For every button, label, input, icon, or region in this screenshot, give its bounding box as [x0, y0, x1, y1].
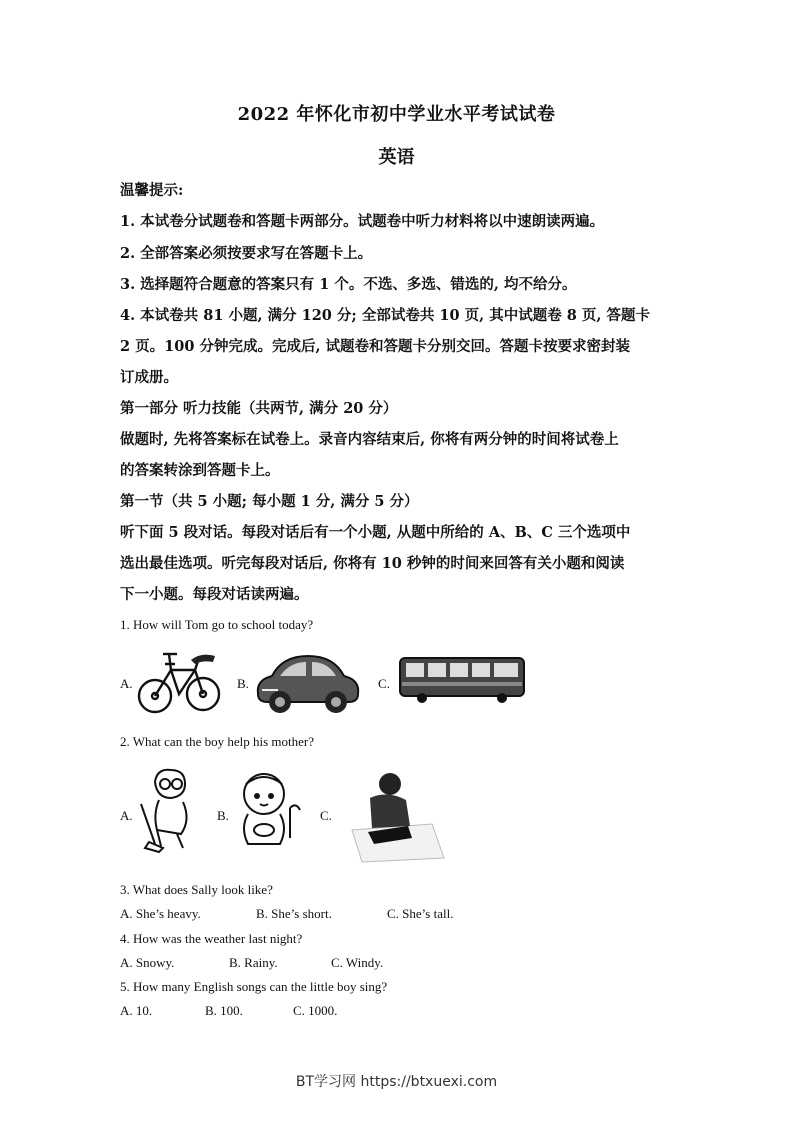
bicycle-picture: [135, 646, 225, 718]
question-text: 1. How will Tom go to school today?: [120, 617, 314, 632]
answer-option: A. She’s heavy.: [120, 906, 201, 921]
notice-heading: 温馨提示:: [120, 182, 184, 199]
notice-item: 2. 全部答案必须按要求写在答题卡上。: [120, 245, 373, 262]
answer-option: A. Snowy.: [120, 955, 175, 970]
washing-dishes-picture: [234, 768, 304, 854]
section1-instruction: 听下面 5 段对话。每段对话后有一个小题, 从题中所给的 A、B、C 三个选项中: [120, 524, 631, 541]
option-letter: B.: [217, 808, 229, 823]
notice-item: 订成册。: [120, 369, 178, 386]
section1-heading: 第一节（共 5 小题; 每小题 1 分, 满分 5 分）: [120, 493, 419, 510]
answer-option: B. 100.: [205, 1003, 243, 1018]
notice-item: 3. 选择题符合题意的答案只有 1 个。不选、多选、错选的, 均不给分。: [120, 276, 577, 293]
part1-instruction: 的答案转涂到答题卡上。: [120, 462, 280, 479]
notice-item: 1. 本试卷分试题卷和答题卡两部分。试题卷中听力材料将以中速朗读两遍。: [120, 213, 605, 230]
answer-option: C. She’s tall.: [387, 906, 454, 921]
question-text: 5. How many English songs can the little boy sing?: [120, 979, 388, 994]
part1-instruction: 做题时, 先将答案标在试卷上。录音内容结束后, 你将有两分钟的时间将试卷上: [120, 431, 619, 448]
question-text: 4. How was the weather last night?: [120, 931, 303, 946]
cleaning-table-picture: [348, 768, 448, 864]
question-text: 3. What does Sally look like?: [120, 882, 273, 897]
bus-picture: [396, 654, 530, 704]
option-letter: C.: [378, 676, 390, 691]
exam-title: 2022 年怀化市初中学业水平考试试卷: [237, 104, 556, 125]
answer-option: B. Rainy.: [229, 955, 278, 970]
answer-option: C. 1000.: [293, 1003, 338, 1018]
question-text: 2. What can the boy help his mother?: [120, 734, 314, 749]
option-letter: C.: [320, 808, 332, 823]
answer-option: A. 10.: [120, 1003, 153, 1018]
option-letter: B.: [237, 676, 249, 691]
section1-instruction: 选出最佳选项。听完每段对话后, 你将有 10 秒钟的时间来回答有关小题和阅读: [120, 555, 625, 572]
sweeping-floor-picture: [137, 764, 203, 854]
notice-item: 2 页。100 分钟完成。完成后, 试题卷和答题卡分别交回。答题卡按要求密封装: [120, 338, 631, 355]
answer-option: C. Windy.: [331, 955, 384, 970]
footer-watermark: BT学习网 https://btxuexi.com: [295, 1074, 498, 1090]
option-letter: A.: [120, 808, 133, 823]
answer-option: B. She’s short.: [256, 906, 332, 921]
section1-instruction: 下一小题。每段对话读两遍。: [120, 586, 309, 603]
car-picture: [252, 650, 364, 716]
part1-heading: 第一部分 听力技能（共两节, 满分 20 分）: [120, 400, 398, 417]
exam-subject: 英语: [378, 147, 415, 168]
notice-item: 4. 本试卷共 81 小题, 满分 120 分; 全部试卷共 10 页, 其中试题卷 8 页, 答题卡: [120, 307, 650, 324]
option-letter: A.: [120, 676, 133, 691]
